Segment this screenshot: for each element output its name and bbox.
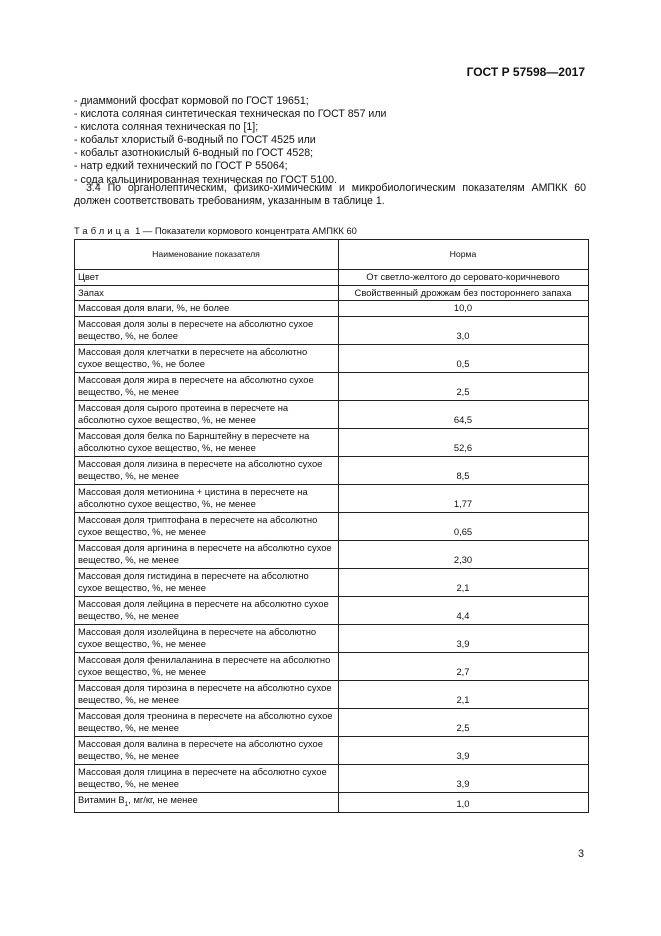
- list-item: - диаммоний фосфат кормовой по ГОСТ 19651;: [74, 95, 309, 107]
- table-row: [75, 456, 589, 484]
- indicator-name-cell: Массовая доля глицина в пересчете на абсолютно сухое вещество, %, не менее: [75, 764, 339, 792]
- norm-value-cell: 3,9: [339, 764, 589, 792]
- norm-value-cell: От светло-желтого до серовато-коричневого: [339, 270, 589, 286]
- table-row: [75, 708, 589, 736]
- norm-value-cell: 2,30: [339, 540, 589, 568]
- table-row: [75, 652, 589, 680]
- table-row: [75, 316, 589, 344]
- indicator-name-cell: Массовая доля влаги, %, не более: [75, 301, 339, 317]
- norm-value-cell: 10,0: [339, 301, 589, 317]
- indicator-name-cell: Массовая доля гистидина в пересчете на абсолютно сухое вещество, %, не менее: [75, 568, 339, 596]
- norm-value-cell: Свойственный дрожжам без постороннего запаха: [339, 285, 589, 301]
- list-item: - сода кальцинированная техническая по ГОСТ 5100.: [74, 173, 338, 186]
- norm-value-cell: 2,1: [339, 568, 589, 596]
- list-item: - кобальт хлористый 6-водный по ГОСТ 4525 или: [74, 134, 316, 147]
- indicator-name-cell: Массовая доля метионина + цистина в пересчете на абсолютно сухое вещество, %, не менее: [75, 484, 339, 512]
- column-header-indicator: Наименование показателя: [75, 240, 339, 270]
- indicator-name-cell: Массовая доля клетчатки в пересчете на абсолютно сухое вещество, %, не более: [75, 344, 339, 372]
- norm-value-cell: 52,6: [339, 428, 589, 456]
- table-row: [75, 400, 589, 428]
- norm-value-cell: 1,77: [339, 484, 589, 512]
- table-header-row: [75, 240, 589, 270]
- table-row: [75, 596, 589, 624]
- indicators-table: [74, 239, 589, 813]
- column-header-norm: Норма: [339, 240, 589, 270]
- page-number: 3: [578, 848, 584, 860]
- norm-value-cell: 0,65: [339, 512, 589, 540]
- norm-value-cell: 0,5: [339, 344, 589, 372]
- norm-value-cell: 3,9: [339, 736, 589, 764]
- indicator-name-cell: Массовая доля лизина в пересчете на абсолютно сухое вещество, %, не менее: [75, 456, 339, 484]
- table-row: [75, 484, 589, 512]
- indicator-name-cell: Массовая доля сырого протеина в пересчете на абсолютно сухое вещество, %, не менее: [75, 400, 339, 428]
- table-row: [75, 428, 589, 456]
- list-item: - кислота соляная техническая по [1];: [74, 121, 259, 134]
- list-item: - натр едкий технический по ГОСТ Р 55064;: [74, 160, 288, 173]
- norm-value-cell: 64,5: [339, 400, 589, 428]
- indicator-name-cell: Массовая доля белка по Барнштейну в пересчете на абсолютно сухое вещество, %, не менее: [75, 428, 339, 456]
- indicator-name-cell: Массовая доля жира в пересчете на абсолютно сухое вещество, %, не менее: [75, 372, 339, 400]
- indicator-name-cell: Запах: [75, 285, 339, 301]
- indicator-name-cell: Массовая доля триптофана в пересчете на абсолютно сухое вещество, %, не менее: [75, 512, 339, 540]
- table-row: [75, 792, 589, 812]
- norm-value-cell: 1,0: [339, 792, 589, 812]
- indicator-name-cell: Массовая доля фенилаланина в пересчете на абсолютно сухое вещество, %, не менее: [75, 652, 339, 680]
- table-row: [75, 764, 589, 792]
- table-row: [75, 540, 589, 568]
- table-row: [75, 680, 589, 708]
- indicator-name-cell: Массовая доля аргинина в пересчете на абсолютно сухое вещество, %, не менее: [75, 540, 339, 568]
- indicator-name-cell: Массовая доля валина в пересчете на абсолютно сухое вещество, %, не менее: [75, 736, 339, 764]
- list-item: - кислота соляная синтетическая техническая по ГОСТ 857 или: [74, 108, 387, 121]
- table-caption: [74, 225, 357, 236]
- table-row: [75, 568, 589, 596]
- indicator-name-cell: Массовая доля золы в пересчете на абсолютно сухое вещество, %, не более: [75, 316, 339, 344]
- section-paragraph: 3.4 По органолептическим, физико-химическим и микробиологическим показателям АМПКК 60 должен соответствовать требованиям, указанным в таблице 1.: [74, 182, 586, 208]
- norm-value-cell: 2,5: [339, 708, 589, 736]
- norm-value-cell: 2,1: [339, 680, 589, 708]
- table-row: [75, 344, 589, 372]
- norm-value-cell: 4,4: [339, 596, 589, 624]
- indicator-name-cell: Массовая доля треонина в пересчете на абсолютно сухое вещество, %, не менее: [75, 708, 339, 736]
- indicator-name-cell: Витамин $B_1$, мг/кг, не менее: [75, 792, 339, 812]
- norm-value-cell: 3,0: [339, 316, 589, 344]
- table-row: [75, 301, 589, 317]
- table-row: [75, 270, 589, 286]
- table-row: [75, 736, 589, 764]
- document-header: ГОСТ Р 57598—2017: [466, 65, 585, 79]
- norm-value-cell: 2,5: [339, 372, 589, 400]
- table-row: [75, 512, 589, 540]
- table-row: [75, 285, 589, 301]
- materials-list: [74, 95, 589, 187]
- indicator-name-cell: Цвет: [75, 270, 339, 286]
- table-caption-text: 1 — Показатели кормового концентрата АМПКК 60: [132, 225, 357, 236]
- norm-value-cell: 8,5: [339, 456, 589, 484]
- norm-value-cell: 2,7: [339, 652, 589, 680]
- indicator-name-cell: Массовая доля лейцина в пересчете на абсолютно сухое вещество, %, не менее: [75, 596, 339, 624]
- table-caption-label: Таблица: [74, 225, 133, 236]
- indicator-name-cell: Массовая доля изолейцина в пересчете на абсолютно сухое вещество, %, не менее: [75, 624, 339, 652]
- indicator-name-cell: Массовая доля тирозина в пересчете на абсолютно сухое вещество, %, не менее: [75, 680, 339, 708]
- norm-value-cell: 3,9: [339, 624, 589, 652]
- list-item: - кобальт азотнокислый 6-водный по ГОСТ 4528;: [74, 147, 314, 160]
- table-row: [75, 624, 589, 652]
- table-row: [75, 372, 589, 400]
